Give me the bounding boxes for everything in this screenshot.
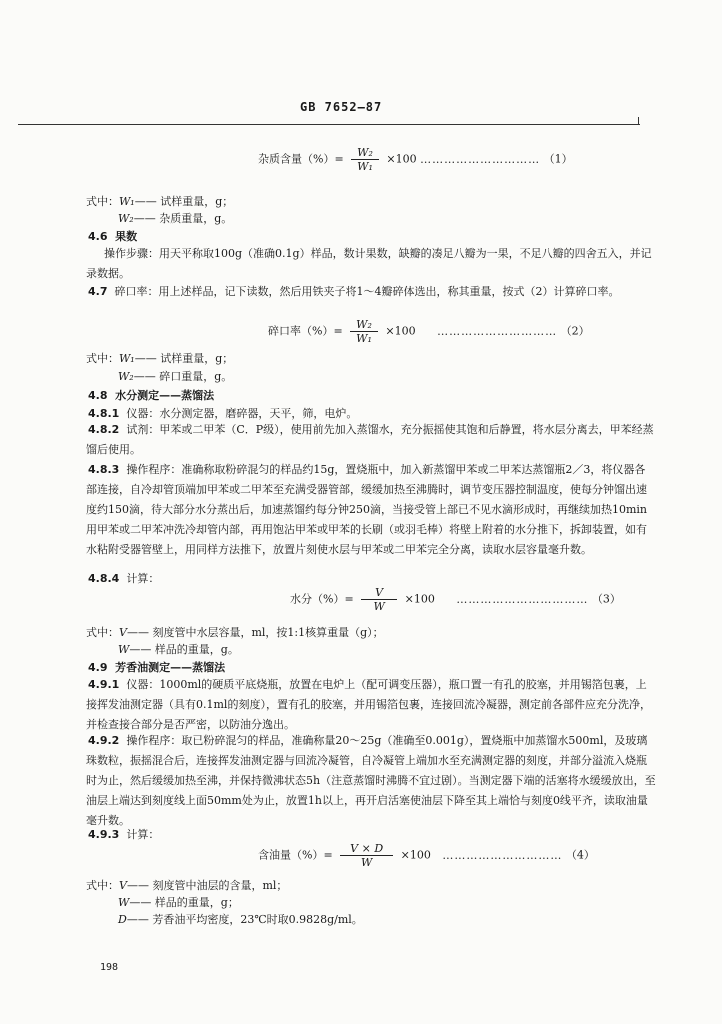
eq1-number: （1） <box>543 152 573 166</box>
section-number: 4.8 <box>88 389 108 402</box>
eq1-denominator: W₁ <box>357 160 373 173</box>
variable-desc: —— 试样重量，g； <box>134 352 234 365</box>
section-body: 操作程序：准确称取粉碎混匀的样品约15g，置烧瓶中，加入新蒸馏甲苯或二甲苯达蒸馏瓶2／3，将仪器各部连接，自冷却管顶端加甲苯或二甲苯至充满受器管部，缓缓加热至沸腾时，调节变压器控制温度，使每分钟馏出速度约150滴，待大部分水分蒸出后，加速蒸馏约每分钟250滴，当接受管上部已不见水滴形成时，再继续加热10min用甲苯或二甲苯冲洗冷却管内部，再用饱沾甲苯或甲苯的长刷（或羽毛棒）将壁上附着的水分推下，拆卸装置，如有水粘附受器管壁上，用同样方法推下，放置片刻使水层与甲苯或二甲苯完全分离，读取水层容量毫升数。 <box>86 463 648 556</box>
eq3-numerator: V <box>361 586 397 600</box>
eq4-fraction <box>340 842 393 869</box>
eq3-where-line-2 <box>118 643 239 657</box>
eq1-numerator: W₂ <box>351 146 379 160</box>
eq2-number: （2） <box>560 324 590 338</box>
eq4-denominator: W <box>361 856 373 869</box>
variable-desc: —— 杂质重量，g。 <box>133 212 233 225</box>
header-rule <box>18 124 640 125</box>
where-lead: 式中： <box>86 195 119 208</box>
eq3-number: （3） <box>591 592 621 606</box>
where-lead: 式中： <box>86 626 119 639</box>
eq2-where-line-1 <box>86 352 233 366</box>
eq1-where-line-1 <box>86 195 233 209</box>
eq2-fraction <box>350 318 378 345</box>
variable: W₂ <box>118 212 134 225</box>
section-4-9-heading <box>88 661 225 675</box>
eq4-where-line-1 <box>86 879 287 893</box>
eq2-where-line-2 <box>118 370 232 384</box>
section-number: 4.8.4 <box>88 572 120 585</box>
section-body: 碎口率：用上述样品，记下读数，然后用铁夹子将1～4瓣碎体选出，称其重量，按式（2）计算碎口率。 <box>114 285 620 298</box>
eq4-lhs: 含油量（%）= <box>258 848 333 862</box>
section-body: 试剂：甲苯或二甲苯（C．P级），使用前先加入蒸馏水，充分振摇使其饱和后静置，将水层分离去，甲苯经蒸馏后使用。 <box>86 423 654 456</box>
variable: W <box>118 643 130 656</box>
standard-header: GB 7652—87 <box>300 100 383 114</box>
eq4-number: （4） <box>565 848 595 862</box>
eq3-fraction <box>361 586 397 613</box>
variable: W₂ <box>118 370 134 383</box>
variable: V <box>119 626 127 639</box>
where-lead: 式中： <box>86 879 119 892</box>
variable: W <box>118 896 130 909</box>
variable-desc: —— 样品的重量，g。 <box>129 643 239 656</box>
eq3-where-line-1 <box>86 626 384 640</box>
eq2-numerator: W₂ <box>350 318 378 332</box>
section-4-8-1 <box>88 407 357 421</box>
section-number: 4.7 <box>88 285 108 298</box>
variable-desc: —— 试样重量，g； <box>134 195 234 208</box>
eq3-lhs: 水分（%）= <box>290 592 354 606</box>
section-4-8-4-heading <box>88 572 159 586</box>
variable-desc: —— 样品的重量，g； <box>129 896 239 909</box>
section-number: 4.9.2 <box>88 734 120 747</box>
eq3-leader-dots: …………………………… <box>456 592 589 606</box>
section-body: 操作程序：取已粉碎混匀的样品，准确称量20～25g（准确至0.001g），置烧瓶中加蒸馏水500ml，及玻璃珠数粒，振摇混合后，连接挥发油测定器与回流冷凝管，自冷凝管上端加水至充满测定器的刻度，并部分溢流入烧瓶时为止，然后缓缓加热至沸，并保持微沸状态5h（注意蒸馏时沸腾不宜过剧）。当测定器下端的活塞将水缓缓放出，至油层上端达到刻度线上面50mm处为止，放置1h以上，再开启活塞使油层下降至其上端恰与刻度0线平齐，读取油量毫升数。 <box>86 734 656 827</box>
page-number: 198 <box>100 962 119 973</box>
section-body: 仪器：水分测定器，磨碎器，天平，筛，电炉。 <box>126 407 358 420</box>
section-title: 果数 <box>115 230 138 243</box>
variable-desc: —— 碎口重量，g。 <box>133 370 233 383</box>
section-title: 芳香油测定——蒸馏法 <box>115 661 226 674</box>
eq1-rhs: ×100 <box>386 152 417 166</box>
section-4-9-3-heading <box>88 828 159 842</box>
eq1-where-line-2 <box>118 212 232 226</box>
section-body: 仪器：1000ml的硬质平底烧瓶，放置在电炉上（配可调变压器），瓶口置一有孔的胶塞，并用锡箔包裹，上接挥发油测定器（具有0.1ml的刻度），置有孔的胶塞，并用锡箔包裹，连接回流冷凝器，测定前各部件应充分洗净，并检查接合部分是否严密，以防油分逸出。 <box>86 678 651 731</box>
section-number: 4.6 <box>88 230 108 243</box>
eq1-leader-dots: ………………………… <box>420 152 541 166</box>
eq4-rhs: ×100 <box>400 848 431 862</box>
variable-desc: —— 芳香油平均密度，23℃时取0.9828g/ml。 <box>126 913 363 926</box>
section-number: 4.9 <box>88 661 108 674</box>
eq3-rhs: ×100 <box>404 592 435 606</box>
eq3-denominator: W <box>373 600 385 613</box>
variable: D <box>118 913 127 926</box>
section-title: 计算： <box>126 828 160 841</box>
equation-3 <box>290 586 621 613</box>
section-4-9-1 <box>86 675 656 735</box>
eq2-lhs: 碎口率（%）= <box>268 324 343 338</box>
section-4-9-2 <box>86 731 656 831</box>
eq1-lhs: 杂质含量（%）= <box>258 152 344 166</box>
section-4-8-2 <box>86 420 656 460</box>
section-4-7 <box>86 282 656 302</box>
eq2-denominator: W₁ <box>356 332 372 345</box>
section-title: 水分测定——蒸馏法 <box>115 389 215 402</box>
eq4-leader-dots: ………………………… <box>442 848 563 862</box>
section-4-8-3 <box>86 460 656 560</box>
variable: W₁ <box>119 352 135 365</box>
equation-2 <box>268 318 590 345</box>
section-number: 4.9.1 <box>88 678 120 691</box>
eq4-where-line-2 <box>118 896 239 910</box>
eq1-fraction <box>351 146 379 173</box>
section-4-6-body: 操作步骤：用天平称取100g（准确0.1g）样品，数计果数，缺瓣的凑足八瓣为一果，不足八瓣的四舍五入，并记录数据。 <box>86 247 652 280</box>
section-title: 计算： <box>126 572 160 585</box>
eq4-numerator: V × D <box>340 842 393 856</box>
variable: W₁ <box>119 195 135 208</box>
variable: V <box>119 879 127 892</box>
equation-1 <box>258 146 573 173</box>
section-4-8-heading <box>88 389 214 403</box>
variable-desc: —— 刻度管中油层的含量，ml； <box>126 879 288 892</box>
equation-4 <box>258 842 595 869</box>
section-number: 4.9.3 <box>88 828 120 841</box>
header-rule-tick <box>638 117 639 125</box>
variable-desc: —— 刻度管中水层容量，ml，按1:1核算重量（g）； <box>126 626 384 639</box>
eq2-leader-dots: ………………………… <box>437 324 558 338</box>
section-number: 4.8.1 <box>88 407 120 420</box>
where-lead: 式中： <box>86 352 119 365</box>
section-number: 4.8.3 <box>88 463 120 476</box>
section-4-6-heading <box>88 230 137 244</box>
eq2-rhs: ×100 <box>385 324 416 338</box>
eq4-where-line-3 <box>118 913 363 927</box>
section-number: 4.8.2 <box>88 423 120 436</box>
